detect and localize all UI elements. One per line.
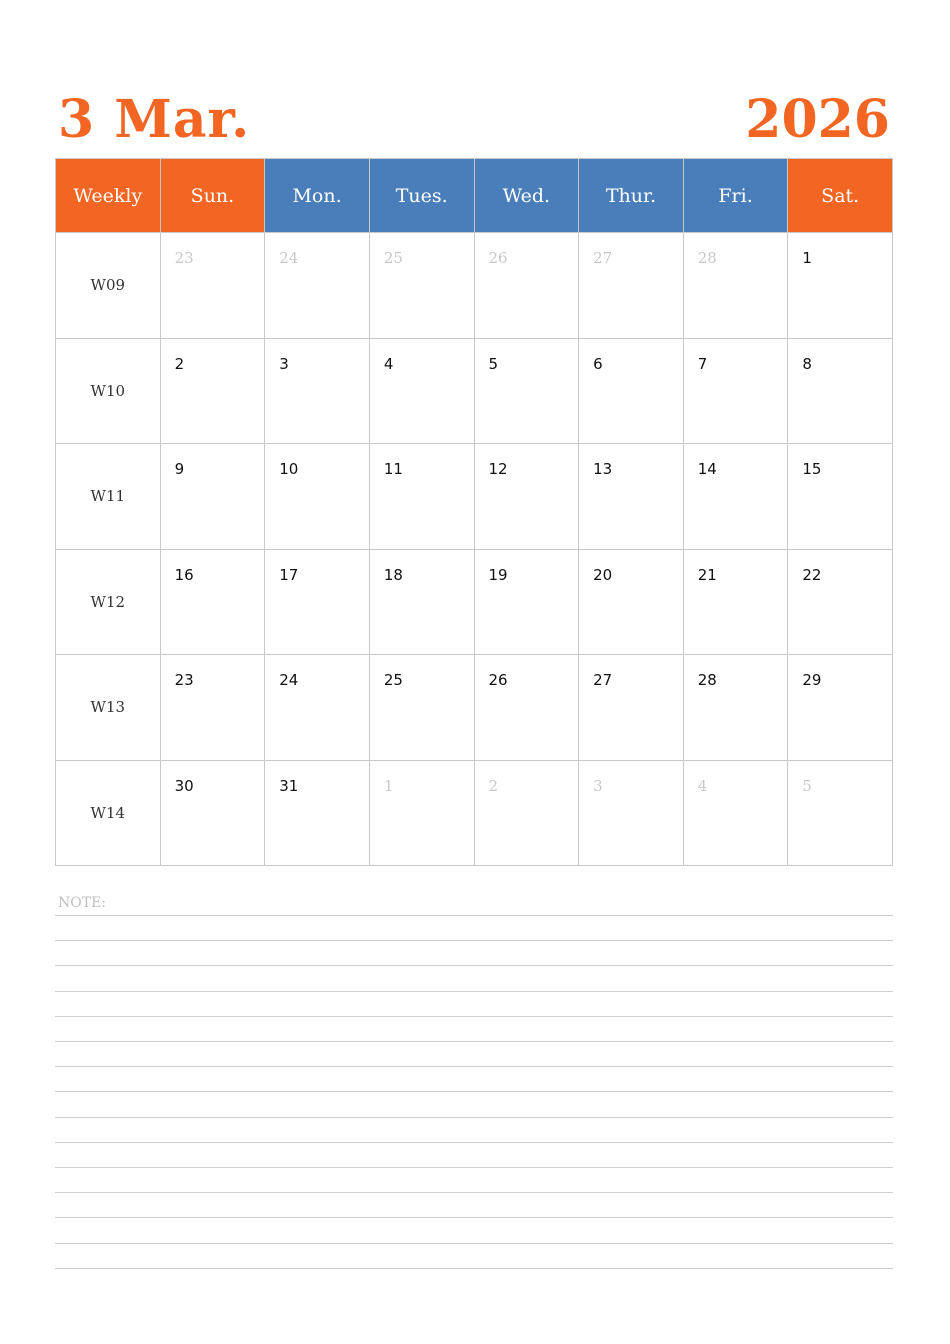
day-number: 7 (697, 354, 708, 373)
adjacent-month-day-number: 1 (383, 776, 394, 795)
day-number: 4 (383, 354, 394, 373)
day-number: 28 (697, 671, 717, 689)
note-line (55, 1268, 893, 1269)
day-number: 20 (593, 565, 613, 584)
note-line (55, 915, 893, 916)
column-header-day: Wed. (474, 159, 579, 233)
day-cell[interactable] (683, 655, 788, 761)
day-cell[interactable] (683, 760, 788, 866)
day-cell[interactable] (265, 444, 370, 550)
day-number: 16 (174, 565, 194, 584)
day-number: 19 (488, 565, 508, 584)
adjacent-month-day-number: 25 (383, 249, 403, 267)
adjacent-month-day-number: 3 (593, 776, 603, 795)
day-number: 25 (383, 671, 403, 689)
day-cell[interactable] (160, 444, 265, 550)
day-number: 13 (593, 460, 613, 478)
day-cell[interactable] (579, 760, 684, 866)
day-number: 2 (174, 354, 185, 373)
day-number: 30 (174, 776, 194, 795)
day-number: 12 (488, 460, 508, 478)
day-cell[interactable] (265, 233, 370, 339)
week-row (56, 549, 893, 655)
day-cell[interactable] (474, 655, 579, 761)
day-cell[interactable] (474, 338, 579, 444)
week-row (56, 233, 893, 339)
day-cell[interactable] (683, 444, 788, 550)
day-number: 9 (174, 460, 185, 478)
week-row (56, 655, 893, 761)
day-cell[interactable] (369, 338, 474, 444)
day-cell[interactable] (579, 338, 684, 444)
week-row (56, 444, 893, 550)
day-cell[interactable] (683, 233, 788, 339)
year-title: 2026 (745, 89, 890, 150)
day-cell[interactable] (160, 549, 265, 655)
column-header-day: Sun. (160, 159, 265, 233)
adjacent-month-day-number: 23 (174, 249, 194, 267)
week-number: W14 (56, 760, 161, 866)
day-cell[interactable] (369, 444, 474, 550)
note-line (55, 1117, 893, 1118)
day-cell[interactable] (579, 655, 684, 761)
day-cell[interactable] (474, 549, 579, 655)
adjacent-month-day-number: 28 (697, 249, 717, 267)
day-number: 15 (802, 460, 822, 478)
adjacent-month-day-number: 27 (593, 249, 613, 267)
day-cell[interactable] (788, 760, 893, 866)
day-cell[interactable] (160, 233, 265, 339)
day-cell[interactable] (788, 233, 893, 339)
day-number: 18 (383, 565, 403, 584)
day-number: 22 (802, 565, 822, 584)
week-number: W11 (56, 444, 161, 550)
day-cell[interactable] (788, 549, 893, 655)
day-number: 31 (279, 776, 299, 795)
column-header-day: Sat. (788, 159, 893, 233)
day-cell[interactable] (579, 233, 684, 339)
note-line (55, 1041, 893, 1042)
week-row (56, 760, 893, 866)
day-number: 21 (697, 565, 717, 584)
month-title: 3 Mar. (58, 89, 251, 150)
day-cell[interactable] (265, 338, 370, 444)
note-line (55, 1142, 893, 1143)
day-number: 29 (802, 671, 822, 689)
day-cell[interactable] (683, 338, 788, 444)
note-line (55, 1016, 893, 1017)
note-line (55, 991, 893, 992)
note-line (55, 1217, 893, 1218)
note-line (55, 1167, 893, 1168)
week-number: W13 (56, 655, 161, 761)
day-cell[interactable] (788, 655, 893, 761)
day-number: 27 (593, 671, 613, 689)
day-number: 17 (279, 565, 299, 584)
week-number: W12 (56, 549, 161, 655)
adjacent-month-day-number: 5 (802, 776, 812, 795)
day-cell[interactable] (474, 444, 579, 550)
day-number: 10 (279, 460, 299, 478)
day-cell[interactable] (369, 760, 474, 866)
day-cell[interactable] (788, 444, 893, 550)
note-line (55, 1066, 893, 1067)
day-cell[interactable] (683, 549, 788, 655)
week-number: W09 (56, 233, 161, 339)
day-cell[interactable] (474, 760, 579, 866)
column-header-day: Mon. (265, 159, 370, 233)
day-number: 23 (174, 671, 194, 689)
day-number: 24 (279, 671, 299, 689)
day-cell[interactable] (369, 549, 474, 655)
day-number: 5 (488, 354, 499, 373)
calendar-body (56, 233, 893, 866)
day-cell[interactable] (160, 760, 265, 866)
adjacent-month-day-number: 2 (488, 776, 499, 795)
day-number: 1 (802, 249, 812, 267)
adjacent-month-day-number: 24 (279, 249, 299, 267)
day-cell[interactable] (160, 338, 265, 444)
day-cell[interactable] (265, 549, 370, 655)
note-label: NOTE: (58, 895, 107, 911)
column-header-day: Fri. (683, 159, 788, 233)
column-header-day: Tues. (369, 159, 474, 233)
day-cell[interactable] (369, 655, 474, 761)
day-cell[interactable] (788, 338, 893, 444)
calendar-header-row (56, 159, 893, 233)
calendar-grid (55, 158, 893, 866)
note-line (55, 1243, 893, 1244)
day-number: 26 (488, 671, 508, 689)
day-cell[interactable] (579, 444, 684, 550)
day-cell[interactable] (160, 655, 265, 761)
column-header-weekly: Weekly (56, 159, 161, 233)
day-cell[interactable] (579, 549, 684, 655)
day-cell[interactable] (265, 655, 370, 761)
column-header-day: Thur. (579, 159, 684, 233)
note-line (55, 1091, 893, 1092)
adjacent-month-day-number: 4 (697, 776, 708, 795)
adjacent-month-day-number: 26 (488, 249, 508, 267)
day-cell[interactable] (265, 760, 370, 866)
week-row (56, 338, 893, 444)
week-number: W10 (56, 338, 161, 444)
day-number: 3 (279, 354, 289, 373)
note-line (55, 940, 893, 941)
note-line (55, 1192, 893, 1193)
day-cell[interactable] (474, 233, 579, 339)
day-number: 6 (593, 354, 603, 373)
day-number: 14 (697, 460, 717, 478)
day-number: 11 (383, 460, 403, 478)
note-line (55, 965, 893, 966)
day-number: 8 (802, 354, 812, 373)
day-cell[interactable] (369, 233, 474, 339)
